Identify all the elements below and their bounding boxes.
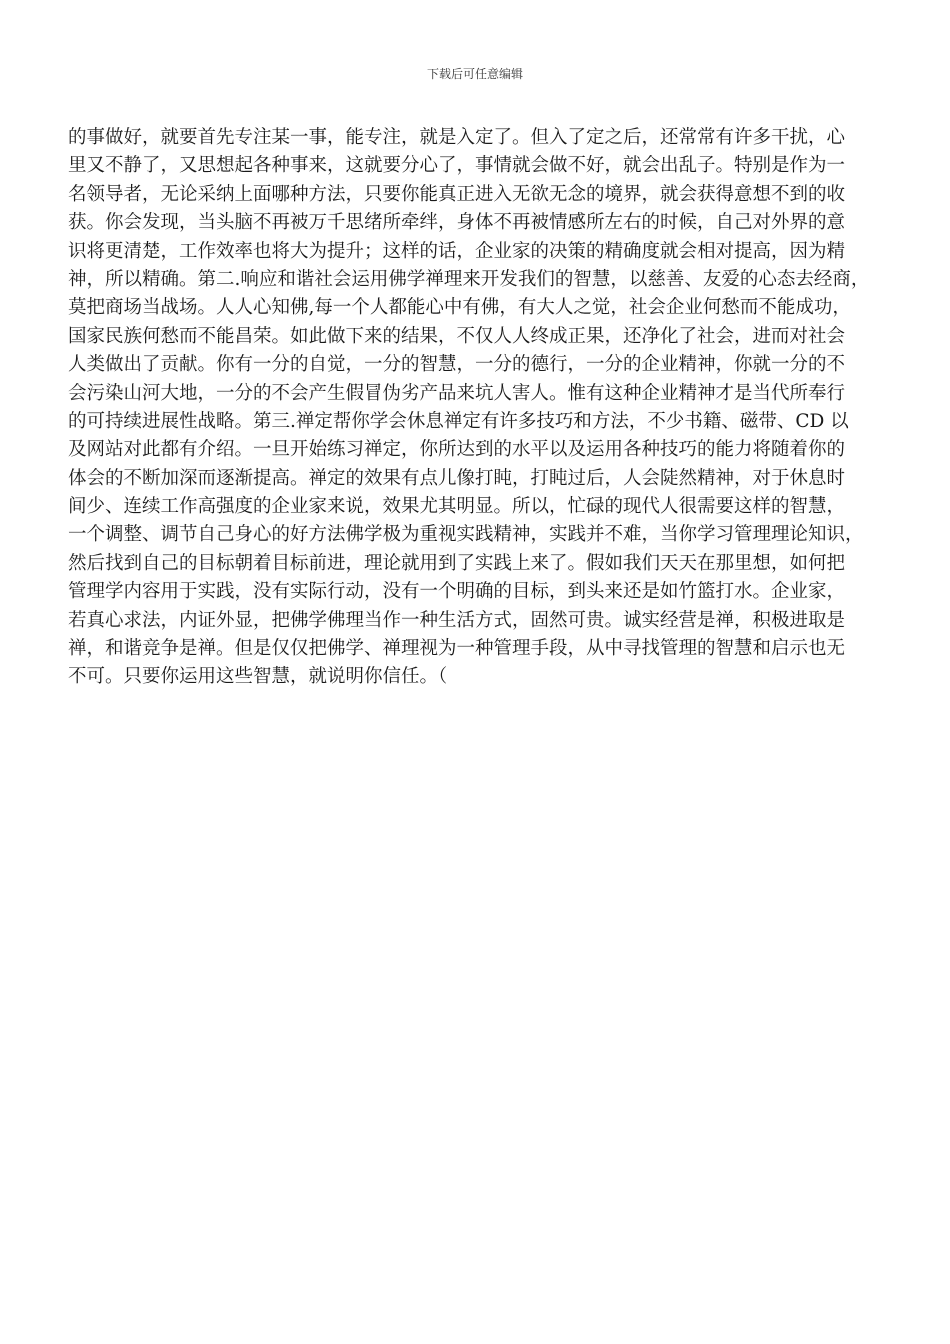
page-header-note: 下载后可任意编辑 bbox=[426, 67, 523, 81]
text-line: 神，所以精确。第二.响应和谐社会运用佛学禅理来开发我们的智慧，以慈善、友爱的心态去经商， bbox=[68, 268, 870, 290]
text-line: 若真心求法，内证外显，把佛学佛理当作一种生活方式，固然可贵。诚实经营是禅，积极进取是 bbox=[68, 609, 846, 631]
text-line: 识将更清楚，工作效率也将大为提升；这样的话，企业家的决策的精确度就会相对提高，因为精 bbox=[68, 240, 846, 262]
text-line: 管理学内容用于实践，没有实际行动，没有一个明确的目标，到头来还是如竹篮打水。企业家， bbox=[68, 581, 846, 603]
text-line: 的事做好，就要首先专注某一事，能专注，就是入定了。但入了定之后，还常常有许多干扰，心 bbox=[68, 127, 846, 148]
body-paragraph bbox=[68, 124, 898, 692]
text-line: 然后找到自己的目标朝着目标前进，理论就用到了实践上来了。假如我们天天在那里想，如何把 bbox=[68, 552, 846, 574]
text-line: 一个调整、调节自己身心的好方法佛学极为重视实践精神，实践并不难，当你学习管理理论知识， bbox=[68, 524, 864, 546]
text-line: 及网站对此都有介绍。一旦开始练习禅定，你所达到的水平以及运用各种技巧的能力将随着你的 bbox=[68, 439, 846, 461]
text-line: 不可。只要你运用这些智慧，就说明你信任。（ bbox=[68, 666, 448, 688]
text-line: 间少、连续工作高强度的企业家来说，效果尤其明显。所以，忙碌的现代人很需要这样的智慧， bbox=[68, 496, 846, 518]
text-line: 里又不静了，又思想起各种事来，这就要分心了，事情就会做不好，就会出乱子。特别是作为一 bbox=[68, 155, 846, 177]
text-line: 获。你会发现，当头脑不再被万千思绪所牵绊，身体不再被情感所左右的时候，自己对外界的意 bbox=[68, 212, 846, 234]
text-line: 莫把商场当战场。人人心知佛,每一个人都能心中有佛，有大人之觉，社会企业何愁而不能成功， bbox=[68, 297, 851, 319]
text-line: 名领导者，无论采纳上面哪种方法，只要你能真正进入无欲无念的境界，就会获得意想不到的收 bbox=[68, 183, 846, 205]
text-line: 会污染山河大地，一分的不会产生假冒伪劣产品来坑人害人。惟有这种企业精神才是当代所奉行 bbox=[68, 382, 846, 404]
text-line: 禅，和谐竞争是禅。但是仅仅把佛学、禅理视为一种管理手段，从中寻找管理的智慧和启示也无 bbox=[68, 638, 846, 660]
text-line: 的可持续进展性战略。第三.禅定帮你学会休息禅定有许多技巧和方法，不少书籍、磁带、CD 以 bbox=[68, 410, 849, 432]
text-line: 国家民族何愁而不能昌荣。如此做下来的结果，不仅人人终成正果，还净化了社会，进而对社会 bbox=[68, 325, 846, 347]
text-line: 体会的不断加深而逐渐提高。禅定的效果有点儿像打盹，打盹过后，人会陡然精神，对于休息时 bbox=[68, 467, 846, 489]
text-line: 人类做出了贡献。你有一分的自觉，一分的智慧，一分的德行，一分的企业精神，你就一分的不 bbox=[68, 354, 846, 376]
